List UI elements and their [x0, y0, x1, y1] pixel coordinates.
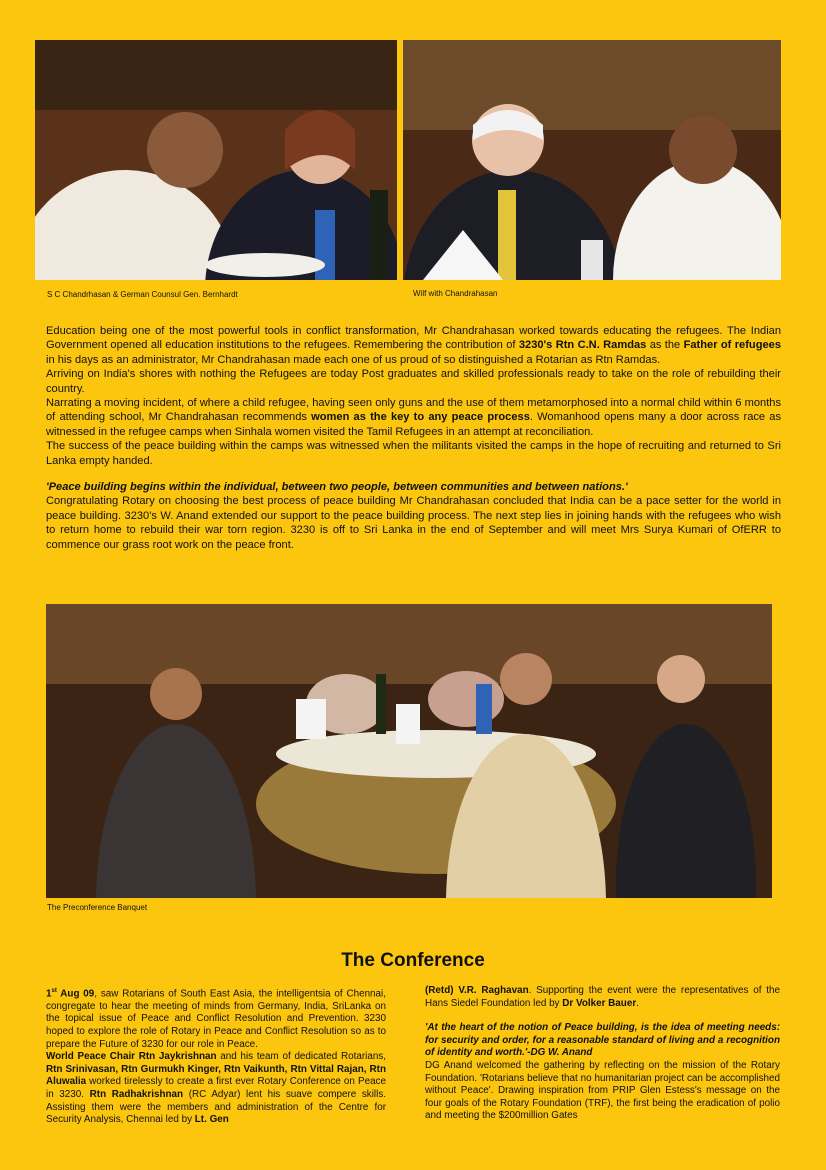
conference-column-left [46, 985, 386, 1127]
highlight-women-key: women as the key to any peace process [311, 411, 530, 424]
photo-illustration [35, 40, 397, 280]
spacer [46, 468, 781, 480]
spacer [425, 1010, 780, 1022]
conference-quote: 'At the heart of the notion of Peace building, is the idea of meeting needs: for security and order, for a reasonable standard of living and a recognition of identity and worth.'-DG W. Anand [425, 1022, 780, 1059]
article-paragraph-3 [46, 396, 781, 439]
article-paragraph-4: The success of the peace building within the camps was witnessed when the militants visited the camps in the hope of recruiting and returned to Sri Lanka empty handed. [46, 440, 781, 467]
text-span: (RC Adyar) lent his suave compere skills. Assisting them were the members and administration of the Centre for Security Analysis, Chennai led by [46, 1089, 386, 1126]
conference-paragraph-3 [425, 985, 780, 1010]
photo-chandrhasan-bernhardt [35, 40, 397, 280]
article-body [46, 324, 781, 552]
highlight-father-of-refugees: Father of refugees [683, 339, 781, 352]
text-span: . Womanhood opens many a door across race as witnessed in the refugee camps when Sinhala women visited the Tamil Refugees in an attempt at reconciliation. [46, 411, 782, 438]
article-paragraph-2: Arriving on India's shores with nothing the Refugees are today Post graduates and skilled professionals ready to take on the role of rebuilding their country. [46, 368, 781, 395]
article-quote: 'Peace building begins within the individual, between two people, between communities and between nations.' [46, 481, 628, 494]
date-month: Aug 09 [56, 988, 95, 1000]
text-span: Education being one of the most powerful tools in conflict transformation, Mr Chandrahasan worked towards educating the refugees. The Indian Government opened all education institutions to the refugees. Remembering the contribution of [46, 325, 781, 352]
conference-paragraph-4: DG Anand welcomed the gathering by reflecting on the mission of the Rotary Foundation. 'Rotarians believe that no humanitarian project can be accomplished without Peace'. Drawing inspiration from PRIP Glen Estess's message on the four goals of the Rotary Foundation (TRF), the first being the eradication of polio and meeting the $200million Gates [425, 1059, 780, 1122]
text-span: , saw Rotarians of South East Asia, the intelligentsia of Chennai, congregate to hear the meeting of minds from Germany, India, SriLanka on the topical issue of Peace and Conflict Resolution and Prevention. 3230 hoped to explore the role of Rotary in Peace and Conflict Resolution so as to prepare the Future of 3230 for our role in Peace. [46, 988, 386, 1050]
section-title-conference: The Conference [341, 950, 485, 971]
text-span: . [636, 997, 639, 1009]
caption-top-left: S C Chandrhasan & German Counsul Gen. Bernhardt [47, 290, 238, 299]
date-suffix: st [51, 988, 57, 994]
highlight-peace-chair: World Peace Chair Rtn Jaykrishnan [46, 1051, 217, 1063]
conference-paragraph-1 [46, 985, 386, 1051]
conference-column-right [425, 985, 780, 1123]
text-span: in his days as an administrator, Mr Chandrahasan made each one of us proud of so distinguished a Rotarian as Rtn Ramdas. [46, 353, 661, 366]
photo-illustration [403, 40, 781, 280]
highlight-volker-bauer: Dr Volker Bauer [562, 997, 637, 1009]
highlight-radhakrishnan: Rtn Radhakrishnan [89, 1089, 184, 1101]
date-day: 1 [46, 988, 52, 1000]
text-span: worked tirelessly to create a first ever Rotary Conference on Peace in 3230. [46, 1076, 386, 1101]
highlight-team-names: Rtn Srinivasan, Rtn Gurmukh Kinger, Rtn Vaikunth, Rtn Vittal Rajan, Rtn Aluwalia [46, 1063, 386, 1088]
article-paragraph-1 [46, 324, 781, 367]
text-span: . Supporting the event were the representatives of the Hans Siedel Foundation led by [425, 985, 780, 1009]
photo-illustration [46, 604, 772, 898]
photo-preconference-banquet [46, 604, 772, 898]
highlight-lt-gen: Lt. Gen [194, 1114, 229, 1126]
conference-paragraph-2 [46, 1051, 386, 1127]
caption-banquet: The Preconference Banquet [47, 903, 148, 912]
text-span: Narrating a moving incident, of where a child refugee, having seen only guns and the use of them metamorphosed into a normal child within 6 months of attending school, Mr Chandrahasan recommends [46, 397, 781, 424]
caption-top-right: Wilf with Chandrahasan [413, 289, 498, 298]
photo-wilf-chandrahasan [403, 40, 781, 280]
text-span: and his team of dedicated Rotarians, [216, 1051, 386, 1063]
article-paragraph-5: Congratulating Rotary on choosing the best process of peace building Mr Chandrahasan concluded that India can be a pace setter for the world in peace building. 3230's W. Anand extended our support to the peace building process. The next step lies in joining hands with the refugees who wish to return home to rebuild their war torn region. 3230 is off to Sri Lanka in the end of September and will meet Mrs Surya Kumari of OfERR to commence our grass root work on the peace front. [46, 495, 781, 551]
text-span: as the [646, 339, 684, 352]
highlight-ramdas: 3230's Rtn C.N. Ramdas [518, 339, 647, 352]
highlight-raghavan: (Retd) V.R. Raghavan [425, 985, 529, 996]
